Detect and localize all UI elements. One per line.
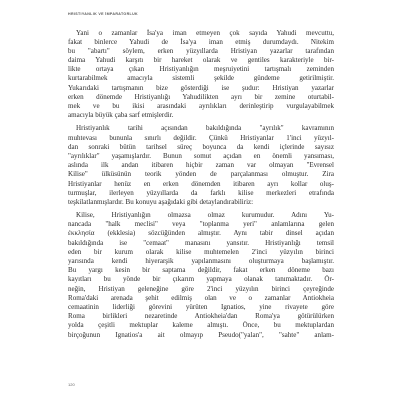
text-line: cemaatinin liderliği görevini yürüten Ignatios, yine rivayete göre [68,302,334,311]
text-line: fakat binlerce Yahudi de İsa'ya iman etmiş durumdaydı. Nitekim [68,37,334,46]
text-line: bu "abartı" söylem, erken yüzyıllarda Hristiyan yazarlar tarafından [68,46,334,55]
text-line: erken dönemde Hristiyanlığı Yahudilikten ayrı bir zemine oturtabil- [68,92,334,101]
text-line: "ayrılıklar" yaşamışlardır. Bunun somut açıdan en önemli yansıması, [68,151,334,160]
paragraph-2 [68,124,334,207]
text-line: Hristiyanlık tarihi açısından bakıldığında "ayrılık" kavramının [76,124,334,133]
text-line: Bu yargı kesin bir saptama değildir, fakat erken döneme bazı [68,266,334,275]
paragraph-1 [68,29,334,121]
paragraph-3 [68,211,334,340]
text-line: turmuşlar, ilerleyen yüzyıllarda da farklı kilise merkezleri etrafında [68,188,334,197]
body-text [68,29,334,340]
running-head: HRISTIYANLIK VE İMPARATORLUK [68,12,138,16]
text-line: Roma'daki arenada şehit edilmiş olan ve o zamanlar Antiokheia [68,293,334,302]
text-line: daima Yahudi karşıtı bir hareket olarak ve gentiles karakteriyle bir- [68,56,334,65]
text-line: yarısında kendi hiyerarşik yapılanmasını oluşturmaya başlamıştır. [68,257,334,265]
text-line: bakıldığında ise "cemaat" manasını yansıtır. Hristiyanlığı temsil [68,238,334,247]
text-line: Yani o zamanlar İsa'ya iman etmeyen çok sayıda Yahudi mevcuttu, [76,28,334,37]
text-line: muhtevası bununla sınırlı değildir. Çünkü Hristiyanlar 1'inci yüzyıl- [68,133,334,142]
page-number: 120 [68,382,75,387]
text-line: likte ortaya çıkan Hristiyanlığın meşruiyetini tartışmalı zeminden [68,65,334,74]
text-line: ἐκκλησία (ekklesia) sözcüğünden almıştır. Aynı tabir dinsel açıdan [68,229,334,238]
text-line: eden bir kurum olarak kilise muhtemelen 2'inci yüzyılın birinci [68,247,334,256]
text-line: nancada "halk meclisi" veya "toplanma yeri" anlamlarına gelen [68,220,334,229]
text-line: mek ve bu ikisi arasındaki ayrılıkları derinleştirip vurgulayabilmek [68,102,334,110]
text-line: kurtarabilmek amacıyla sistemli şekilde gündeme getirilmiştir. [68,74,334,83]
text-line: Hristiyanlar henüz en erken dönemden itibaren ayrı kollar oluş- [68,179,334,188]
text-line: kayıtları bu yönde bir çıkarım yapmaya olanak tanımaktadır. Ör- [68,275,334,284]
text-line: Yukarıdaki tartışmanın bize gösterdiği ise şudur: Hristiyan yazarlar [68,83,334,92]
text-line: aslında ilk andan itibaren hiçbir zaman var olmayan "Evrensel [68,161,334,170]
text-line: dan sonraki bütün tarihsel süreç boyunca da kendi içlerinde sayısız [68,142,334,151]
text-line: neğin, Hristiyan geleneğine göre 2'inci yüzyılın birinci çeyreğinde [68,284,334,293]
text-line: Roma birlikleri nezaretinde Antiokheia'dan Roma'ya götürülürken [68,312,334,321]
text-line: yolda çeşitli mektuplar kaleme almıştı. Önce, bu mektuplardan [68,321,334,330]
text-line: Kilise, Hristiyanlığın olmazsa olmaz kurumudur. Adını Yu- [76,211,334,220]
text-line: amacıyla büyük çaba sarf etmişlerdir. [68,111,174,120]
text-line: teşkilatlanmışlardır. Bu konuyu aşağıdaki gibi detaylandırabiliriz: [68,197,254,206]
text-line: Kilise" ülküsünün teorik yönden de parçalanması olmuştur. Zira [68,170,334,179]
text-line: birçoğunun Ignatios'a ait olmayıp Pseudo("yalan", "sahte" anlam- [68,330,334,339]
